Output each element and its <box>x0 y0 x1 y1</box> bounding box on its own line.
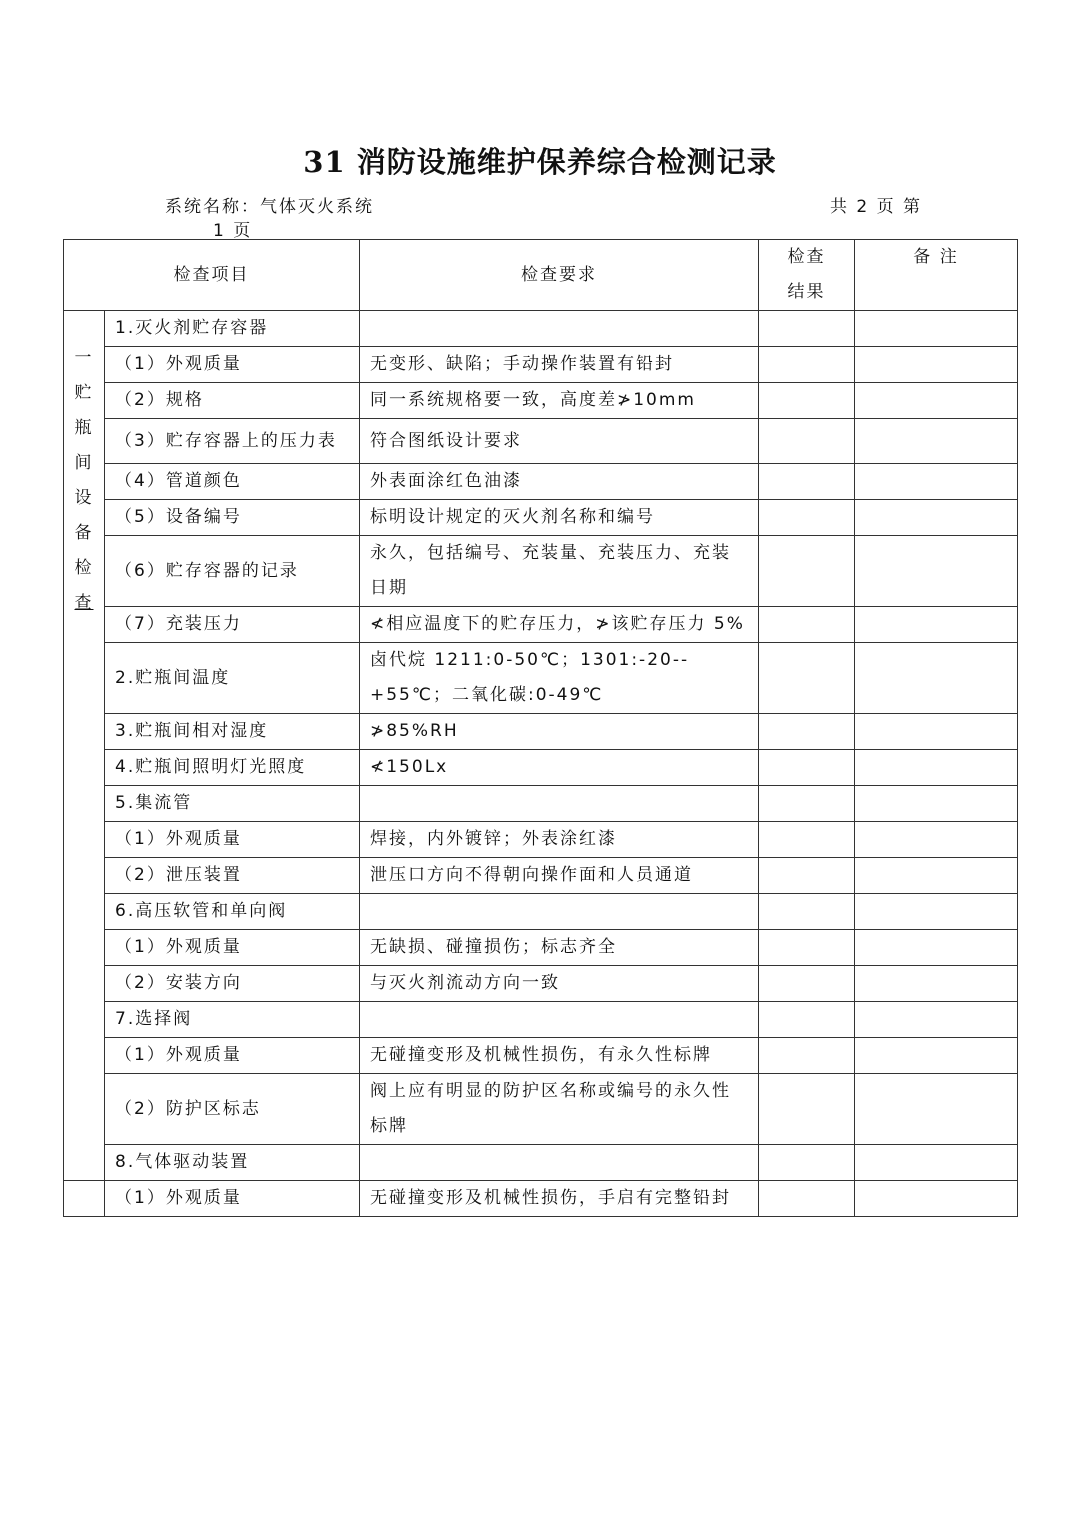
requirement-cell <box>360 311 759 347</box>
note-cell[interactable] <box>855 1145 1018 1181</box>
item-cell: 2.贮瓶间温度 <box>105 643 360 714</box>
category-char: 检 <box>74 558 94 578</box>
result-cell[interactable] <box>759 1145 855 1181</box>
requirement-cell: ≯85%RH <box>360 714 759 750</box>
table-row <box>64 1074 1018 1145</box>
requirement-cell: ≮150Lx <box>360 750 759 786</box>
note-cell[interactable] <box>855 966 1018 1002</box>
table-row <box>64 786 1018 822</box>
table-row <box>64 1145 1018 1181</box>
requirement-cell: 与灭火剂流动方向一致 <box>360 966 759 1002</box>
requirement-cell <box>360 894 759 930</box>
header-item: 检查项目 <box>64 240 360 311</box>
category-char: 瓶 <box>74 418 94 438</box>
inspection-table <box>63 239 1018 1217</box>
page-total: 共 2 页 第 <box>830 197 923 217</box>
item-cell: （7）充装压力 <box>105 607 360 643</box>
category-cell-empty <box>64 1181 105 1217</box>
category-char: 设 <box>74 488 94 508</box>
result-cell[interactable] <box>759 1181 855 1217</box>
result-cell[interactable] <box>759 1002 855 1038</box>
item-cell: （6）贮存容器的记录 <box>105 536 360 607</box>
table-row <box>64 311 1018 347</box>
header-note: 备 注 <box>855 240 1018 311</box>
note-cell[interactable] <box>855 536 1018 607</box>
table-row <box>64 536 1018 607</box>
table-header-row <box>64 240 1018 311</box>
note-cell[interactable] <box>855 311 1018 347</box>
result-cell[interactable] <box>759 966 855 1002</box>
result-cell[interactable] <box>759 858 855 894</box>
table-row <box>64 347 1018 383</box>
note-cell[interactable] <box>855 822 1018 858</box>
note-cell[interactable] <box>855 419 1018 464</box>
table-row <box>64 714 1018 750</box>
table-row <box>64 858 1018 894</box>
result-cell[interactable] <box>759 894 855 930</box>
page-current: 1 页 <box>213 221 253 241</box>
result-cell[interactable] <box>759 311 855 347</box>
note-cell[interactable] <box>855 786 1018 822</box>
result-cell[interactable] <box>759 607 855 643</box>
table-row <box>64 1002 1018 1038</box>
result-cell[interactable] <box>759 1074 855 1145</box>
note-cell[interactable] <box>855 643 1018 714</box>
header-result <box>759 240 855 311</box>
result-cell[interactable] <box>759 536 855 607</box>
note-cell[interactable] <box>855 1002 1018 1038</box>
requirement-cell <box>360 786 759 822</box>
category-char: 间 <box>74 453 94 473</box>
note-cell[interactable] <box>855 894 1018 930</box>
requirement-cell: 无碰撞变形及机械性损伤，有永久性标牌 <box>360 1038 759 1074</box>
note-cell[interactable] <box>855 1074 1018 1145</box>
note-cell[interactable] <box>855 714 1018 750</box>
category-char: 贮 <box>74 383 94 403</box>
result-cell[interactable] <box>759 383 855 419</box>
item-cell: （2）泄压装置 <box>105 858 360 894</box>
result-cell[interactable] <box>759 822 855 858</box>
result-cell[interactable] <box>759 1038 855 1074</box>
result-cell[interactable] <box>759 419 855 464</box>
table-row <box>64 1038 1018 1074</box>
item-cell: 8.气体驱动装置 <box>105 1145 360 1181</box>
item-cell: 6.高压软管和单向阀 <box>105 894 360 930</box>
item-cell: （1）外观质量 <box>105 930 360 966</box>
table-row <box>64 383 1018 419</box>
note-cell[interactable] <box>855 1181 1018 1217</box>
requirement-cell: 外表面涂红色油漆 <box>360 464 759 500</box>
requirement-cell: 阀上应有明显的防护区名称或编号的永久性标牌 <box>360 1074 759 1145</box>
requirement-cell: 焊接，内外镀锌；外表涂红漆 <box>360 822 759 858</box>
requirement-cell <box>360 1145 759 1181</box>
item-cell: 5.集流管 <box>105 786 360 822</box>
requirement-cell: 卤代烷 1211:0-50℃；1301:-20--+55℃；二氧化碳:0-49℃ <box>360 643 759 714</box>
table-row <box>64 607 1018 643</box>
item-cell: 1.灭火剂贮存容器 <box>105 311 360 347</box>
result-cell[interactable] <box>759 643 855 714</box>
category-char: 备 <box>74 523 94 543</box>
note-cell[interactable] <box>855 1038 1018 1074</box>
item-cell: 3.贮瓶间相对湿度 <box>105 714 360 750</box>
table-row <box>64 966 1018 1002</box>
item-cell: （1）外观质量 <box>105 822 360 858</box>
result-cell[interactable] <box>759 464 855 500</box>
requirement-cell: 同一系统规格要一致，高度差≯10mm <box>360 383 759 419</box>
result-cell[interactable] <box>759 347 855 383</box>
table-row <box>64 930 1018 966</box>
note-cell[interactable] <box>855 858 1018 894</box>
table-row <box>64 750 1018 786</box>
table-row <box>64 822 1018 858</box>
note-cell[interactable] <box>855 347 1018 383</box>
requirement-cell: 无碰撞变形及机械性损伤，手启有完整铅封 <box>360 1181 759 1217</box>
header-result-line2: 结果 <box>787 282 826 302</box>
item-cell: （1）外观质量 <box>105 1181 360 1217</box>
requirement-cell: 泄压口方向不得朝向操作面和人员通道 <box>360 858 759 894</box>
note-cell[interactable] <box>855 607 1018 643</box>
item-cell: 7.选择阀 <box>105 1002 360 1038</box>
note-cell[interactable] <box>855 383 1018 419</box>
requirement-cell: 永久，包括编号、充装量、充装压力、充装日期 <box>360 536 759 607</box>
note-cell[interactable] <box>855 464 1018 500</box>
requirement-cell: 标明设计规定的灭火剂名称和编号 <box>360 500 759 536</box>
note-cell[interactable] <box>855 750 1018 786</box>
item-cell: （4）管道颜色 <box>105 464 360 500</box>
result-cell[interactable] <box>759 750 855 786</box>
requirement-cell: 无缺损、碰撞损伤；标志齐全 <box>360 930 759 966</box>
table-row <box>64 894 1018 930</box>
item-cell: 4.贮瓶间照明灯光照度 <box>105 750 360 786</box>
requirement-cell <box>360 1002 759 1038</box>
header-result-line1: 检查 <box>787 247 826 267</box>
result-cell[interactable] <box>759 786 855 822</box>
requirement-cell: 无变形、缺陷；手动操作装置有铅封 <box>360 347 759 383</box>
category-char: 一 <box>74 348 94 368</box>
item-cell: （5）设备编号 <box>105 500 360 536</box>
note-cell[interactable] <box>855 930 1018 966</box>
header-requirement: 检查要求 <box>360 240 759 311</box>
item-cell: （3）贮存容器上的压力表 <box>105 419 360 464</box>
item-cell: （1）外观质量 <box>105 1038 360 1074</box>
category-char: 查 <box>74 593 94 613</box>
table-row <box>64 419 1018 464</box>
result-cell[interactable] <box>759 930 855 966</box>
requirement-cell: 符合图纸设计要求 <box>360 419 759 464</box>
result-cell[interactable] <box>759 500 855 536</box>
requirement-cell: ≮相应温度下的贮存压力，≯该贮存压力 5% <box>360 607 759 643</box>
document-title: 31 消防设施维护保养综合检测记录 <box>303 145 777 179</box>
table-row <box>64 1181 1018 1217</box>
note-cell[interactable] <box>855 500 1018 536</box>
item-cell: （2）规格 <box>105 383 360 419</box>
system-name: 系统名称：气体灭火系统 <box>165 197 374 217</box>
item-cell: （1）外观质量 <box>105 347 360 383</box>
item-cell: （2）安装方向 <box>105 966 360 1002</box>
result-cell[interactable] <box>759 714 855 750</box>
table-row <box>64 500 1018 536</box>
item-cell: （2）防护区标志 <box>105 1074 360 1145</box>
table-row <box>64 643 1018 714</box>
table-row <box>64 464 1018 500</box>
category-cell <box>64 311 105 1181</box>
